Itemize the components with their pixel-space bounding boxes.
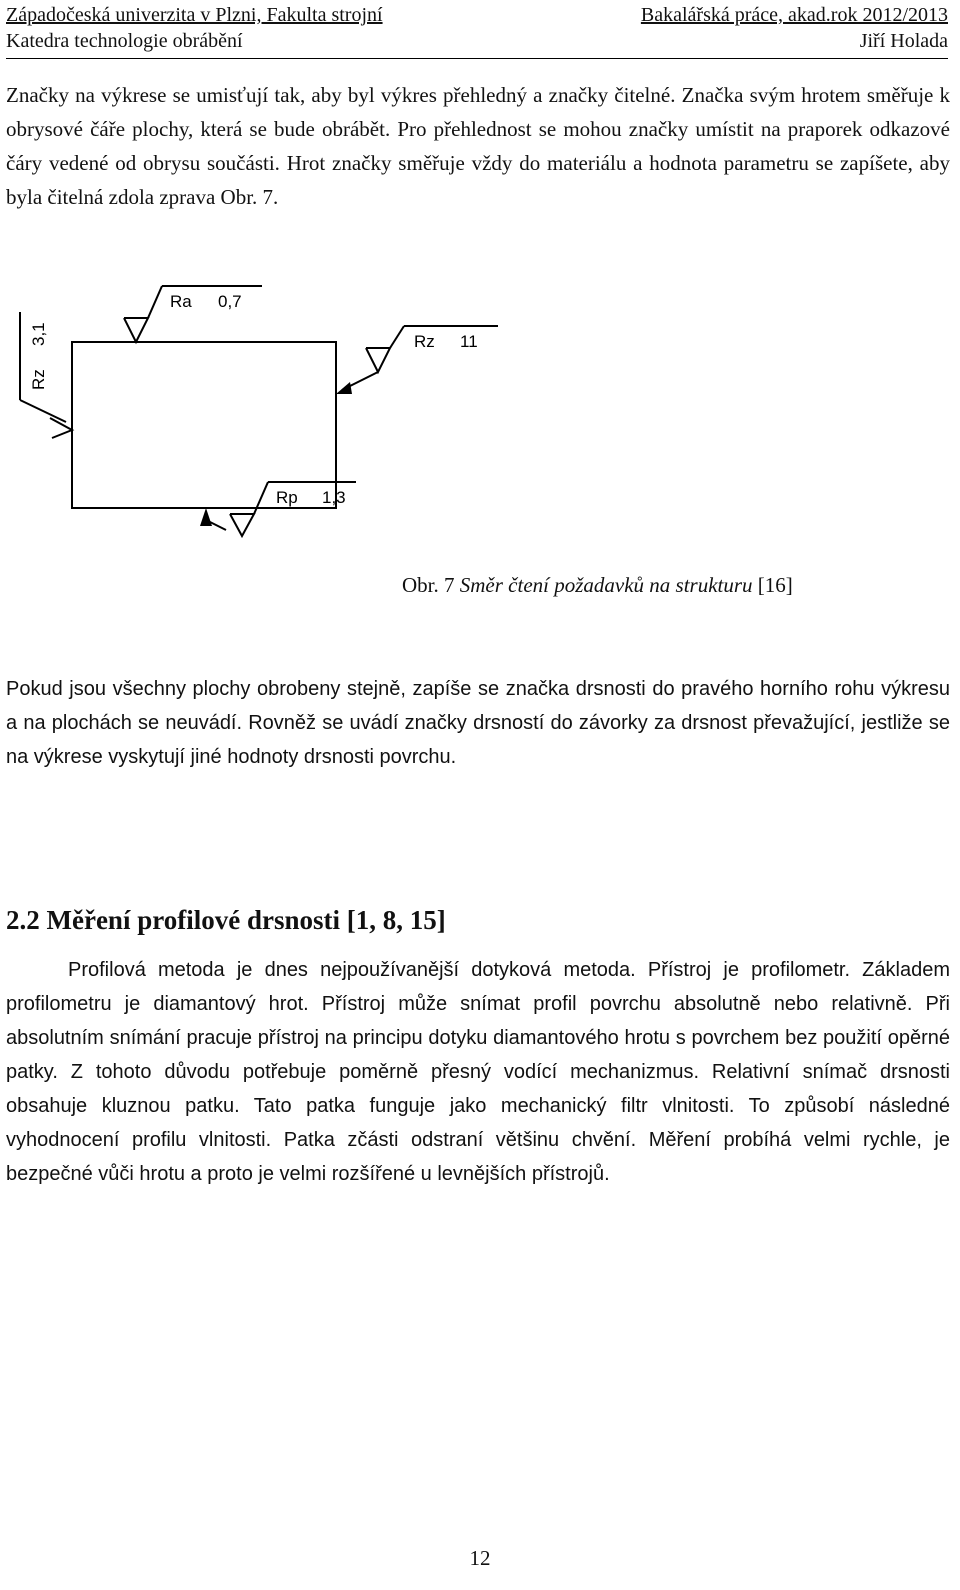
bottom-param-label: Rp (276, 488, 298, 507)
header-author: Jiří Holada (859, 30, 948, 52)
page-header-line1 (6, 2, 948, 28)
top-value-label: 0,7 (218, 292, 242, 311)
paragraph-profile-method: Profilová metoda je dnes nejpoužívanější dotyková metoda. Přístroj je profilometr. Základem profilometru je diamantový hrot. Přístroj může snímat profil povrchu absolutně nebo relativně. Při absolutním snímání pracuje přístroj na principu dotyku diamantového hrotu s povrchem bez použití opěrné patky. Z tohoto důvodu potřebuje poměrně přesný vodící mechanizmus. Relativní snímač drsnosti obsahuje kluznou patku. Tato patka funguje jako mechanický filtr vlnitosti. To způsobí následné vyhodnocení profilu vlnitosti. Patka zčásti odstraní většinu chvění. Měření probíhá velmi rychle, je bezpečné vůči hrotu a proto je velmi rozšířené u levnějších přístrojů. (6, 959, 950, 1185)
caption-prefix: Obr. 7 (402, 573, 460, 597)
figure-caption (402, 573, 793, 598)
top-param-label: Ra (170, 292, 192, 311)
header-thesis-info: Bakalářská práce, akad.rok 2012/2013 (640, 4, 948, 26)
left-param-label: Rz (29, 369, 48, 390)
section-heading: 2.2 Měření profilové drsnosti [1, 8, 15] (6, 905, 446, 935)
page-header-line2 (6, 28, 948, 54)
top-roughness-symbol (124, 286, 262, 342)
caption-reference: [16] (752, 573, 793, 597)
right-param-label: Rz (414, 332, 435, 351)
right-roughness-symbol (336, 326, 498, 394)
left-roughness-symbol (20, 312, 72, 438)
left-value-label: 3,1 (29, 322, 48, 346)
header-university: Západočeská univerzita v Plzni, Fakulta strojní (6, 4, 383, 26)
header-department: Katedra technologie obrábění (6, 30, 243, 52)
roughness-symbols-figure (0, 270, 960, 550)
paragraph-marks-placement: Značky na výkrese se umisťují tak, aby byl výkres přehledný a značky čitelné. Značka svým hrotem směřuje k obrysové čáře plochy, která se bude obrábět. Pro přehlednost se mohou značky umístit na praporek odkazové čáry vedené od obrysu součásti. Hrot značky směřuje vždy do materiálu a hodnota parametru se zapíšete, aby byla čitelná zdola zprava Obr. 7. (6, 83, 950, 209)
part-outline (72, 342, 336, 508)
bottom-value-label: 1,3 (322, 488, 346, 507)
page-number: 12 (469, 1546, 491, 1570)
right-value-label: 11 (460, 332, 478, 351)
paragraph-uniform-surfaces: Pokud jsou všechny plochy obrobeny stejně, zapíše se značka drsnosti do pravého horního rohu výkresu a na plochách se neuvádí. Rovněž se uvádí značky drsností do závorky za drsnost převažující, jestliže se na výkrese vyskytují jiné hodnoty drsnosti povrchu. (6, 678, 950, 768)
header-divider (6, 58, 948, 59)
caption-title: Směr čtení požadavků na strukturu (459, 573, 753, 597)
